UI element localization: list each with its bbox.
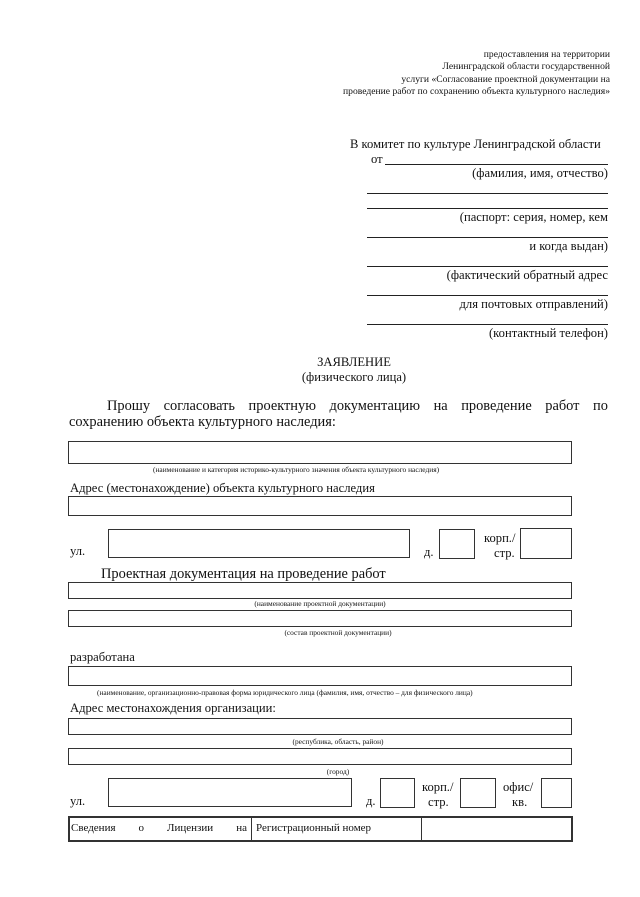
request-word: Прошу bbox=[107, 398, 151, 414]
region-hint: (республика, область, район) bbox=[292, 737, 384, 746]
project-name-field[interactable] bbox=[68, 582, 572, 599]
korp-field[interactable] bbox=[520, 528, 572, 559]
org-street-field[interactable] bbox=[108, 778, 352, 807]
request-word: на bbox=[433, 398, 448, 414]
passport-hint: (паспорт: серия, номер, кем bbox=[459, 210, 608, 224]
request-word: документацию bbox=[329, 398, 421, 414]
fio-hint: (фамилия, имя, отчество) bbox=[472, 166, 608, 180]
header-line: услуги «Согласование проектной документации на bbox=[401, 73, 610, 85]
address-hint-2: для почтовых отправлений) bbox=[459, 297, 608, 311]
project-composition-field[interactable] bbox=[68, 610, 572, 627]
cell-word: Сведения bbox=[71, 822, 116, 834]
request-word: по bbox=[593, 398, 608, 414]
org-street-label: ул. bbox=[70, 794, 86, 808]
address-hint: (фактический обратный адрес bbox=[446, 268, 608, 282]
city-hint: (город) bbox=[326, 767, 350, 776]
project-label: Проектная документация на проведение работ bbox=[101, 566, 386, 582]
street-field[interactable] bbox=[108, 529, 410, 558]
passport-line[interactable] bbox=[367, 208, 608, 209]
object-address-field[interactable] bbox=[68, 496, 572, 516]
request-word: согласовать bbox=[163, 398, 235, 414]
project-name-hint: (наименование проектной документации) bbox=[254, 599, 386, 608]
developer-hint: (наименование, организационно-правовая форма юридического лица (фамилия, имя, отчество – для физического лица) bbox=[97, 688, 473, 697]
developed-label: разработана bbox=[70, 650, 135, 664]
request-line-1 bbox=[107, 398, 608, 415]
request-word: проектную bbox=[248, 398, 316, 414]
request-line-2: сохранению объекта культурного наследия: bbox=[69, 414, 336, 430]
org-address-label: Адрес местонахождения организации: bbox=[70, 701, 276, 715]
org-korp-field[interactable] bbox=[460, 778, 496, 808]
developer-field[interactable] bbox=[68, 666, 572, 686]
fio-line-2[interactable] bbox=[367, 193, 608, 194]
table-divider bbox=[251, 817, 252, 841]
header-line: предоставления на территории bbox=[483, 49, 610, 60]
org-korp-label: корп./ bbox=[422, 780, 454, 794]
phone-hint: (контактный телефон) bbox=[488, 326, 608, 340]
passport-hint-2: и когда выдан) bbox=[529, 239, 608, 253]
org-house-label: д. bbox=[366, 794, 376, 808]
office-field[interactable] bbox=[541, 778, 572, 808]
house-field[interactable] bbox=[439, 529, 475, 559]
request-word: работ bbox=[545, 398, 580, 414]
request-word: проведение bbox=[461, 398, 532, 414]
org-house-field[interactable] bbox=[380, 778, 415, 808]
street-label: ул. bbox=[70, 544, 86, 558]
project-composition-hint: (состав проектной документации) bbox=[284, 628, 392, 637]
org-str-label: стр. bbox=[428, 795, 449, 809]
cell-word: Лицензии bbox=[167, 822, 214, 834]
object-name-field[interactable] bbox=[68, 441, 572, 464]
addressee-to: В комитет по культуре Ленинградской области bbox=[350, 137, 601, 151]
cell-word: на bbox=[236, 822, 247, 834]
house-label: д. bbox=[424, 545, 434, 559]
city-field[interactable] bbox=[68, 748, 572, 765]
phone-line[interactable] bbox=[367, 324, 608, 325]
object-name-hint: (наименование и категория историко-культурного значения объекта культурного наследия) bbox=[153, 465, 440, 474]
document-title: ЗАЯВЛЕНИЕ bbox=[317, 355, 391, 369]
address-line-2[interactable] bbox=[367, 295, 608, 296]
header-reference bbox=[343, 49, 610, 99]
document-subtitle: (физического лица) bbox=[301, 370, 407, 384]
office-label: офис/ bbox=[503, 780, 534, 794]
passport-line-2[interactable] bbox=[367, 237, 608, 238]
address-line[interactable] bbox=[367, 266, 608, 267]
str-label: стр. bbox=[494, 546, 515, 560]
header-line: Ленинградской области государственной bbox=[442, 61, 610, 73]
registration-number-cell: Регистрационный номер bbox=[256, 822, 372, 834]
from-line[interactable] bbox=[385, 164, 608, 165]
korp-label: корп./ bbox=[484, 531, 516, 545]
addressee-from-label: от bbox=[371, 152, 383, 166]
registration-number-value[interactable] bbox=[423, 818, 570, 840]
region-field[interactable] bbox=[68, 718, 572, 735]
table-divider bbox=[421, 817, 422, 841]
header-line: проведение работ по сохранению объекта культурного наследия» bbox=[343, 86, 610, 98]
kv-label: кв. bbox=[512, 795, 528, 809]
cell-word: о bbox=[138, 822, 145, 834]
license-info-cell bbox=[71, 822, 247, 834]
object-address-label: Адрес (местонахождение) объекта культурного наследия bbox=[70, 481, 375, 495]
